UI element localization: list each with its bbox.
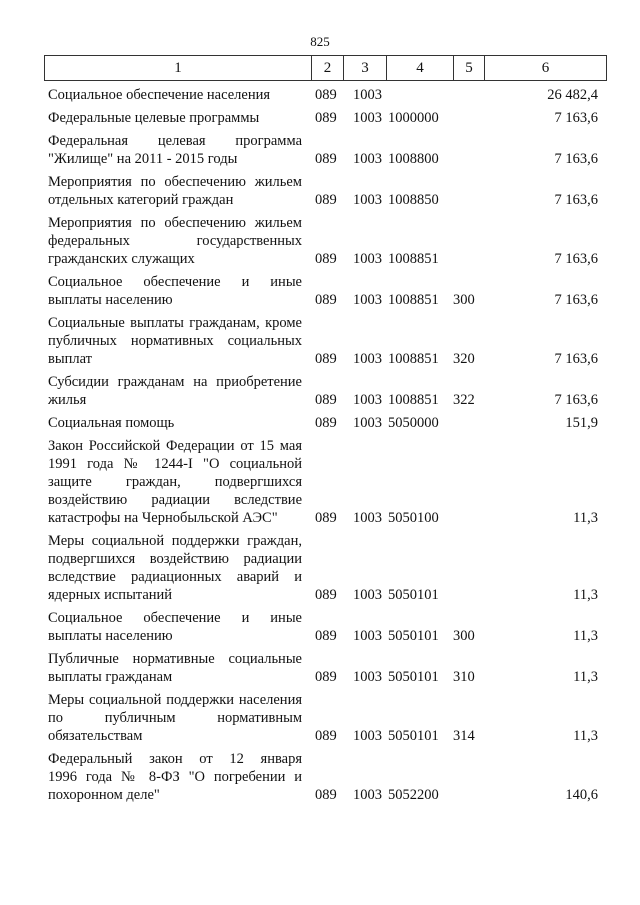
ministry-code: 089 xyxy=(315,628,337,644)
row-title-line: воздействию радиации вследствие xyxy=(48,492,302,508)
row-title-line: Субсидии гражданам на приобретение xyxy=(48,374,302,390)
row-title-line: Мероприятия по обеспечению жильем xyxy=(48,174,302,190)
row-title-line: Социальное обеспечение населения xyxy=(48,87,271,103)
amount: 11,3 xyxy=(573,587,598,603)
row-title-line: подвергшихся воздействию радиации xyxy=(48,551,302,567)
row-title-line: 1996 года № 8-ФЗ "О погребении и xyxy=(48,769,302,785)
expense-type-code: 300 xyxy=(453,292,475,308)
header-col-5: 5 xyxy=(454,56,485,81)
target-item-code: 1008851 xyxy=(388,351,439,367)
ministry-code: 089 xyxy=(315,392,337,408)
section-code: 1003 xyxy=(353,669,382,685)
ministry-code: 089 xyxy=(315,415,337,431)
target-item-code: 1008800 xyxy=(388,151,439,167)
section-code: 1003 xyxy=(353,415,382,431)
header-col-6: 6 xyxy=(485,56,607,81)
section-code: 1003 xyxy=(353,251,382,267)
row-title xyxy=(48,650,302,686)
row-title-line: Федеральная целевая программа xyxy=(48,133,302,149)
row-title-line: жилья xyxy=(48,392,87,408)
amount: 140,6 xyxy=(565,787,598,803)
row-title-line: Социальное обеспечение и иные xyxy=(48,274,302,290)
row-title xyxy=(48,132,302,168)
header-col-1: 1 xyxy=(45,56,312,81)
row-title-line: похоронном деле" xyxy=(48,787,160,803)
row-title xyxy=(48,173,302,209)
row-title-line: обязательствам xyxy=(48,728,143,744)
target-item-code: 5052200 xyxy=(388,787,439,803)
row-title-line: Меры социальной поддержки населения xyxy=(48,692,302,708)
table-row xyxy=(0,691,640,745)
header-col-4: 4 xyxy=(387,56,454,81)
target-item-code: 1008850 xyxy=(388,192,439,208)
section-code: 1003 xyxy=(353,628,382,644)
table-row xyxy=(0,532,640,604)
ministry-code: 089 xyxy=(315,292,337,308)
table-header xyxy=(44,55,607,81)
row-title-line: выплат xyxy=(48,351,92,367)
row-title-line: гражданских служащих xyxy=(48,251,195,267)
table-row xyxy=(0,437,640,527)
section-code: 1003 xyxy=(353,392,382,408)
row-title-line: публичных нормативных социальных xyxy=(48,333,302,349)
target-item-code: 1008851 xyxy=(388,251,439,267)
budget-table-body xyxy=(0,86,640,809)
target-item-code: 1000000 xyxy=(388,110,439,126)
ministry-code: 089 xyxy=(315,669,337,685)
section-code: 1003 xyxy=(353,787,382,803)
row-title xyxy=(48,414,302,432)
section-code: 1003 xyxy=(353,151,382,167)
row-title-line: Меры социальной поддержки граждан, xyxy=(48,533,302,549)
expense-type-code: 320 xyxy=(453,351,475,367)
row-title-line: выплаты населению xyxy=(48,628,173,644)
section-code: 1003 xyxy=(353,110,382,126)
target-item-code: 5050100 xyxy=(388,510,439,526)
row-title xyxy=(48,532,302,604)
row-title-line: Социальное обеспечение и иные xyxy=(48,610,302,626)
section-code: 1003 xyxy=(353,351,382,367)
row-title xyxy=(48,609,302,645)
table-row xyxy=(0,173,640,209)
row-title xyxy=(48,109,302,127)
amount: 11,3 xyxy=(573,728,598,744)
section-code: 1003 xyxy=(353,510,382,526)
target-item-code: 1008851 xyxy=(388,392,439,408)
amount: 11,3 xyxy=(573,669,598,685)
ministry-code: 089 xyxy=(315,351,337,367)
header-col-2: 2 xyxy=(312,56,344,81)
amount: 11,3 xyxy=(573,510,598,526)
target-item-code: 5050101 xyxy=(388,728,439,744)
row-title-line: защите граждан, подвергшихся xyxy=(48,474,302,490)
table-row xyxy=(0,650,640,686)
row-title-line: Мероприятия по обеспечению жильем xyxy=(48,215,302,231)
section-code: 1003 xyxy=(353,292,382,308)
row-title-line: Федеральный закон от 12 января xyxy=(48,751,302,767)
ministry-code: 089 xyxy=(315,87,337,103)
row-title-line: ядерных испытаний xyxy=(48,587,173,603)
expense-type-code: 300 xyxy=(453,628,475,644)
ministry-code: 089 xyxy=(315,251,337,267)
amount: 11,3 xyxy=(573,628,598,644)
table-row xyxy=(0,109,640,127)
table-row xyxy=(0,414,640,432)
table-row xyxy=(0,373,640,409)
amount: 26 482,4 xyxy=(547,87,598,103)
row-title-line: выплаты гражданам xyxy=(48,669,173,685)
row-title-line: отдельных категорий граждан xyxy=(48,192,234,208)
amount: 151,9 xyxy=(565,415,598,431)
section-code: 1003 xyxy=(353,192,382,208)
target-item-code: 5050101 xyxy=(388,587,439,603)
row-title-line: "Жилище" на 2011 - 2015 годы xyxy=(48,151,238,167)
amount: 7 163,6 xyxy=(554,251,598,267)
row-title xyxy=(48,373,302,409)
target-item-code: 5050101 xyxy=(388,628,439,644)
table-row xyxy=(0,750,640,804)
section-code: 1003 xyxy=(353,728,382,744)
ministry-code: 089 xyxy=(315,587,337,603)
amount: 7 163,6 xyxy=(554,192,598,208)
row-title-line: вследствие радиационных аварий и xyxy=(48,569,302,585)
target-item-code: 5050101 xyxy=(388,669,439,685)
row-title-line: Публичные нормативные социальные xyxy=(48,651,302,667)
row-title-line: Социальные выплаты гражданам, кроме xyxy=(48,315,302,331)
ministry-code: 089 xyxy=(315,110,337,126)
amount: 7 163,6 xyxy=(554,351,598,367)
section-code: 1003 xyxy=(353,587,382,603)
row-title-line: по публичным нормативным xyxy=(48,710,302,726)
row-title xyxy=(48,273,302,309)
amount: 7 163,6 xyxy=(554,110,598,126)
page-number: 825 xyxy=(310,34,330,49)
ministry-code: 089 xyxy=(315,151,337,167)
row-title xyxy=(48,314,302,368)
row-title xyxy=(48,691,302,745)
target-item-code: 1008851 xyxy=(388,292,439,308)
table-row xyxy=(0,86,640,104)
row-title xyxy=(48,750,302,804)
row-title-line: Федеральные целевые программы xyxy=(48,110,260,126)
section-code: 1003 xyxy=(353,87,382,103)
header-col-3: 3 xyxy=(344,56,387,81)
row-title-line: Социальная помощь xyxy=(48,415,175,431)
expense-type-code: 322 xyxy=(453,392,475,408)
table-row xyxy=(0,609,640,645)
amount: 7 163,6 xyxy=(554,292,598,308)
row-title xyxy=(48,437,302,527)
target-item-code: 5050000 xyxy=(388,415,439,431)
ministry-code: 089 xyxy=(315,728,337,744)
table-row xyxy=(0,214,640,268)
table-row xyxy=(0,273,640,309)
row-title-line: 1991 года № 1244-I "О социальной xyxy=(48,456,302,472)
ministry-code: 089 xyxy=(315,510,337,526)
amount: 7 163,6 xyxy=(554,392,598,408)
row-title xyxy=(48,214,302,268)
table-row xyxy=(0,314,640,368)
table-row xyxy=(0,132,640,168)
expense-type-code: 310 xyxy=(453,669,475,685)
row-title-line: катастрофы на Чернобыльской АЭС" xyxy=(48,510,278,526)
ministry-code: 089 xyxy=(315,787,337,803)
row-title xyxy=(48,86,302,104)
row-title-line: Закон Российской Федерации от 15 мая xyxy=(48,438,302,454)
amount: 7 163,6 xyxy=(554,151,598,167)
row-title-line: федеральных государственных xyxy=(48,233,302,249)
expense-type-code: 314 xyxy=(453,728,475,744)
ministry-code: 089 xyxy=(315,192,337,208)
row-title-line: выплаты населению xyxy=(48,292,173,308)
